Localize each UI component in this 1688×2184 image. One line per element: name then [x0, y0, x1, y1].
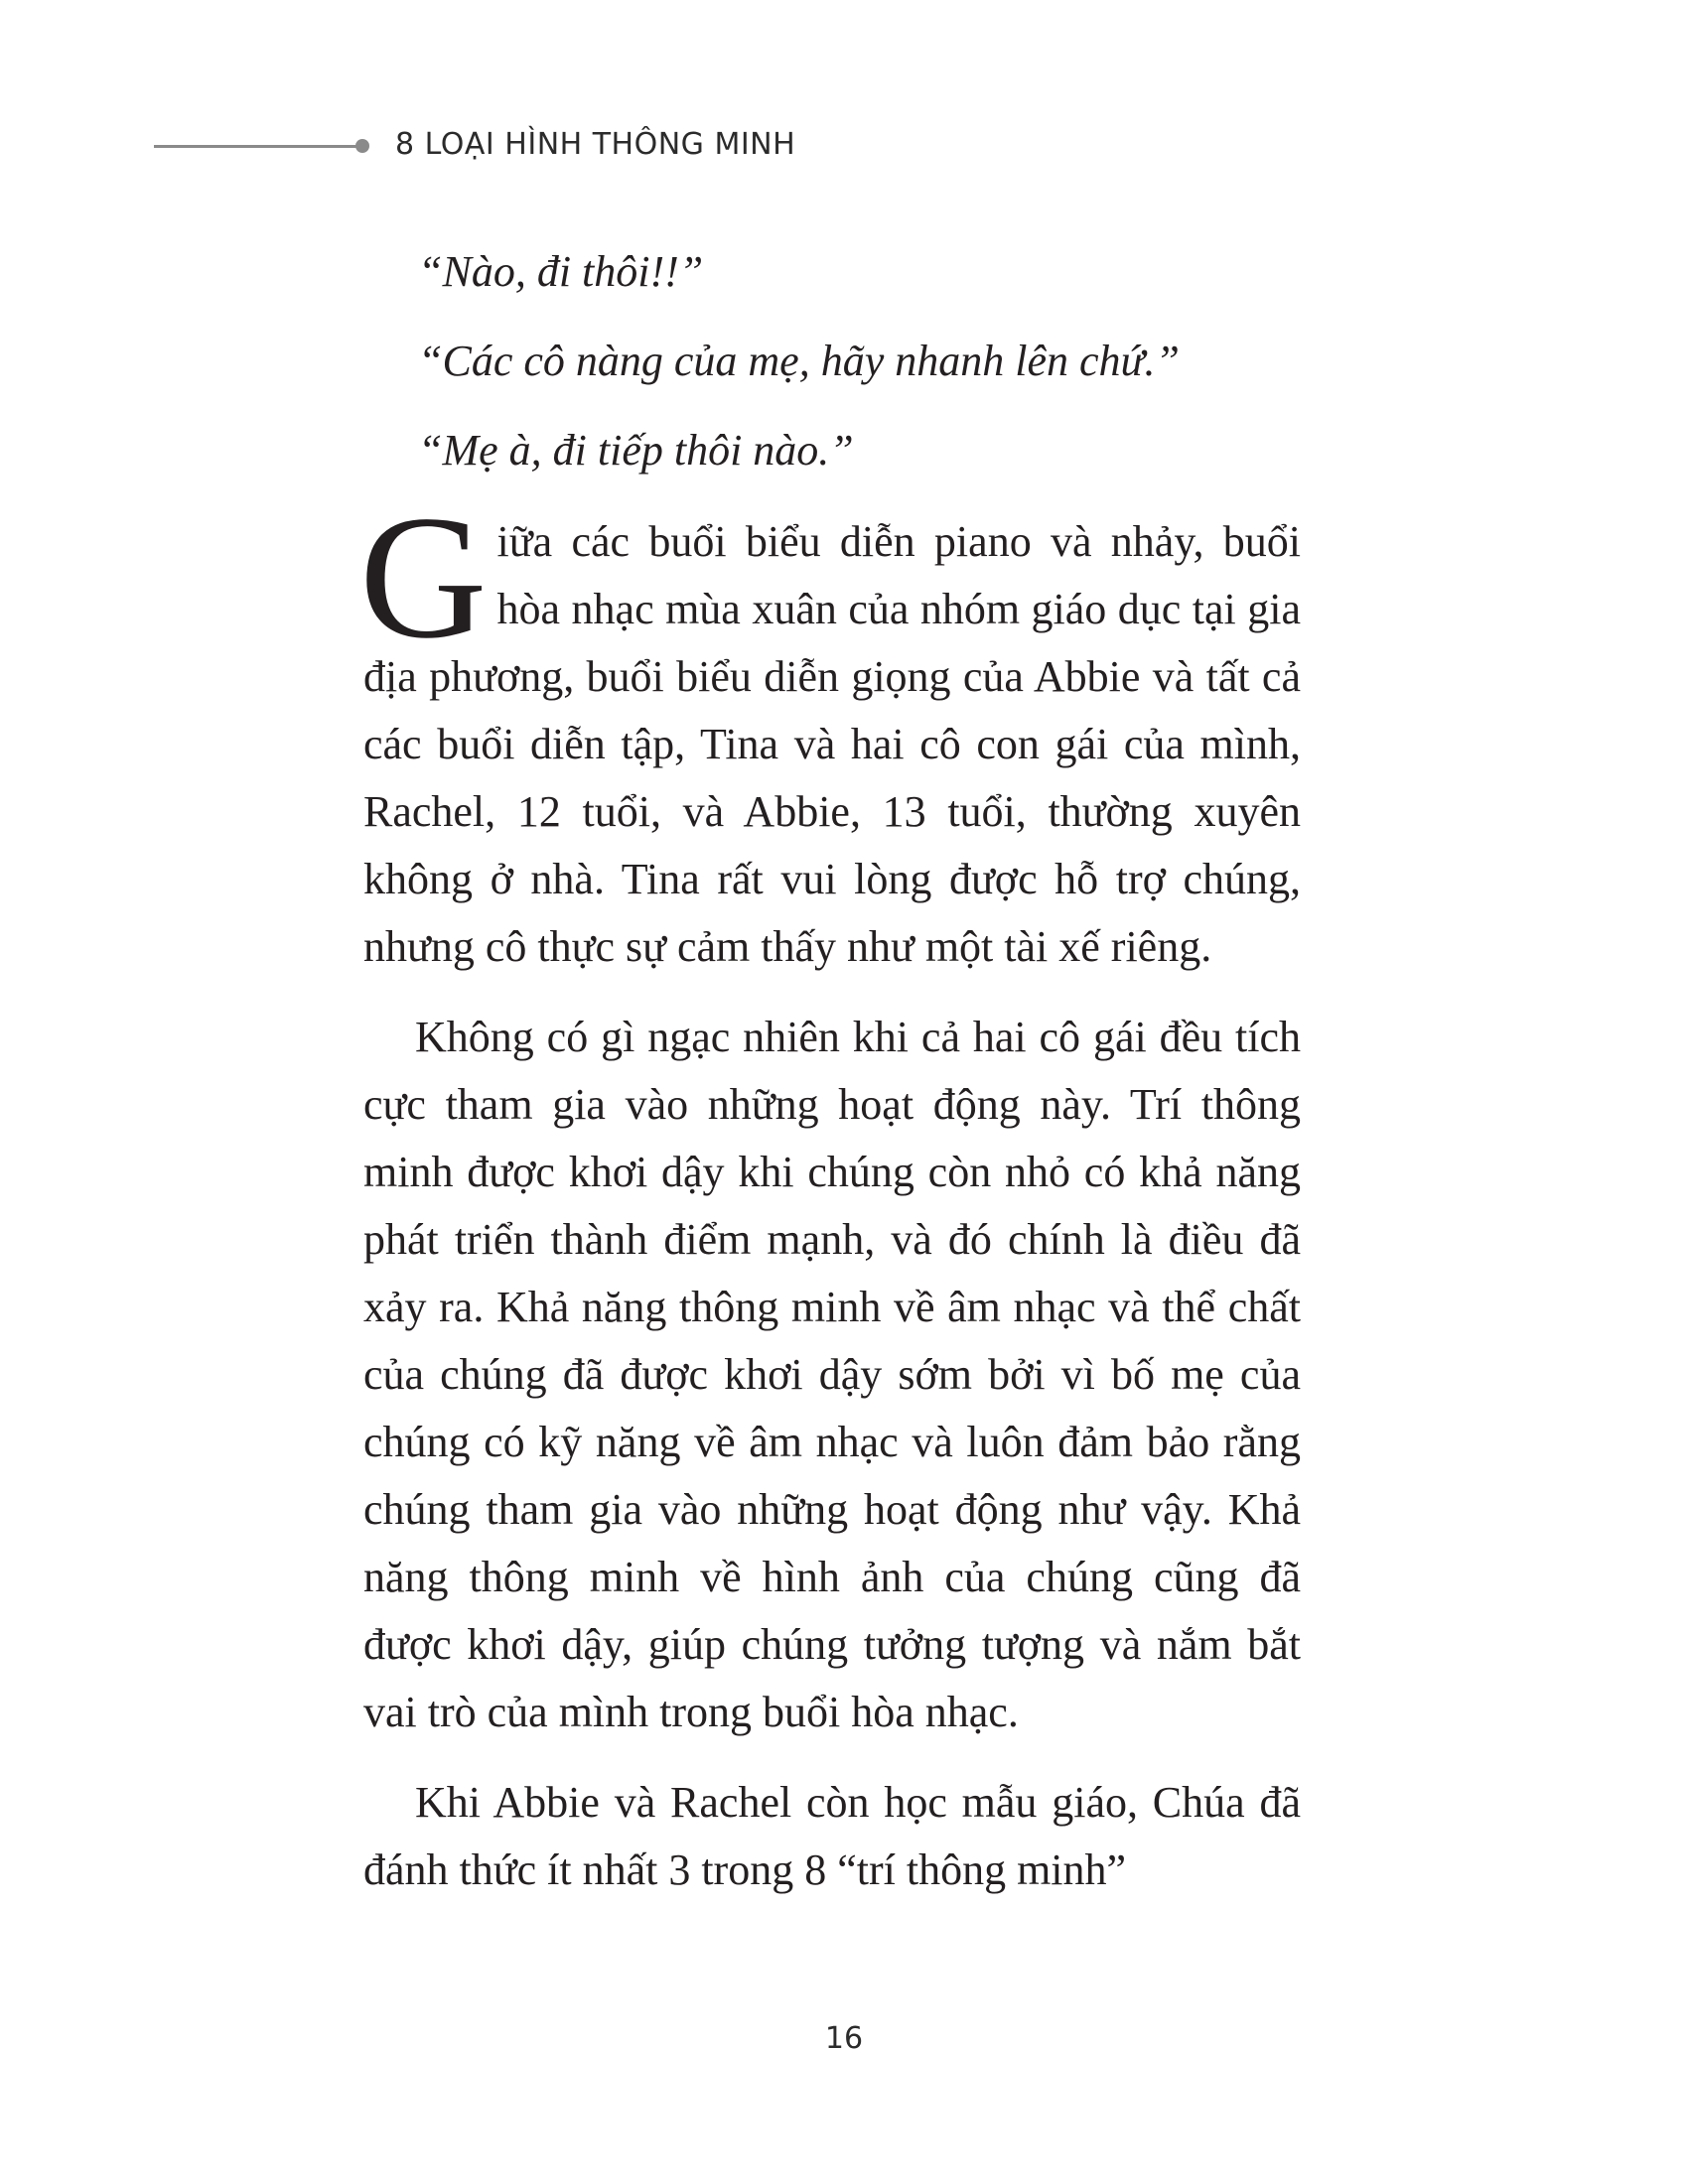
header-rule [154, 145, 357, 148]
drop-cap-letter: G [359, 478, 488, 675]
paragraph-2: Không có gì ngạc nhiên khi cả hai cô gái đều tích cực tham gia vào những hoạt động này. Trí thông minh được khơi dậy khi chúng còn nhỏ có khả năng phát triển thành điểm mạnh, và đó chính là điều đã xảy ra. Khả năng thông minh về âm nhạc và thể chất của chúng đã được khơi dậy sớm bởi vì bố mẹ của chúng có kỹ năng về âm nhạc và luôn đảm bảo rằng chúng tham gia vào những hoạt động như vậy. Khả năng thông minh về hình ảnh của chúng cũng đã được khơi dậy, giúp chúng tưởng tượng và nắm bắt vai trò của mình trong buổi hòa nhạc. [363, 1013, 1301, 1736]
paragraph-1 [359, 478, 1301, 981]
header-dot-ornament [355, 139, 369, 153]
dialogue-line-2: “Các cô nàng của mẹ, hãy nhanh lên chứ.” [418, 337, 1180, 385]
paragraph-1-text: iữa các buổi biểu diễn piano và nhảy, buổi hòa nhạc mùa xuân của nhóm giáo dục tại gia địa phương, buổi biểu diễn giọng của Abbie và tất cả các buổi diễn tập, Tina và hai cô con gái của mình, Rachel, 12 tuổi, và Abbie, 13 tuổi, thường xuyên không ở nhà. Tina rất vui lòng được hỗ trợ chúng, nhưng cô thực sự cảm thấy như một tài xế riêng. [363, 517, 1301, 971]
page-number: 16 [824, 2021, 864, 2056]
dialogue-line-3: “Mẹ à, đi tiếp thôi nào.” [418, 426, 854, 475]
paragraph-3: Khi Abbie và Rachel còn học mẫu giáo, Chúa đã đánh thức ít nhất 3 trong 8 “trí thông minh” [363, 1778, 1301, 1894]
running-header-title: 8 LOẠI HÌNH THÔNG MINH [395, 127, 796, 162]
running-header [154, 127, 849, 167]
dialogue-line-1: “Nào, đi thôi!!” [418, 247, 704, 296]
body-text [359, 238, 1301, 1904]
